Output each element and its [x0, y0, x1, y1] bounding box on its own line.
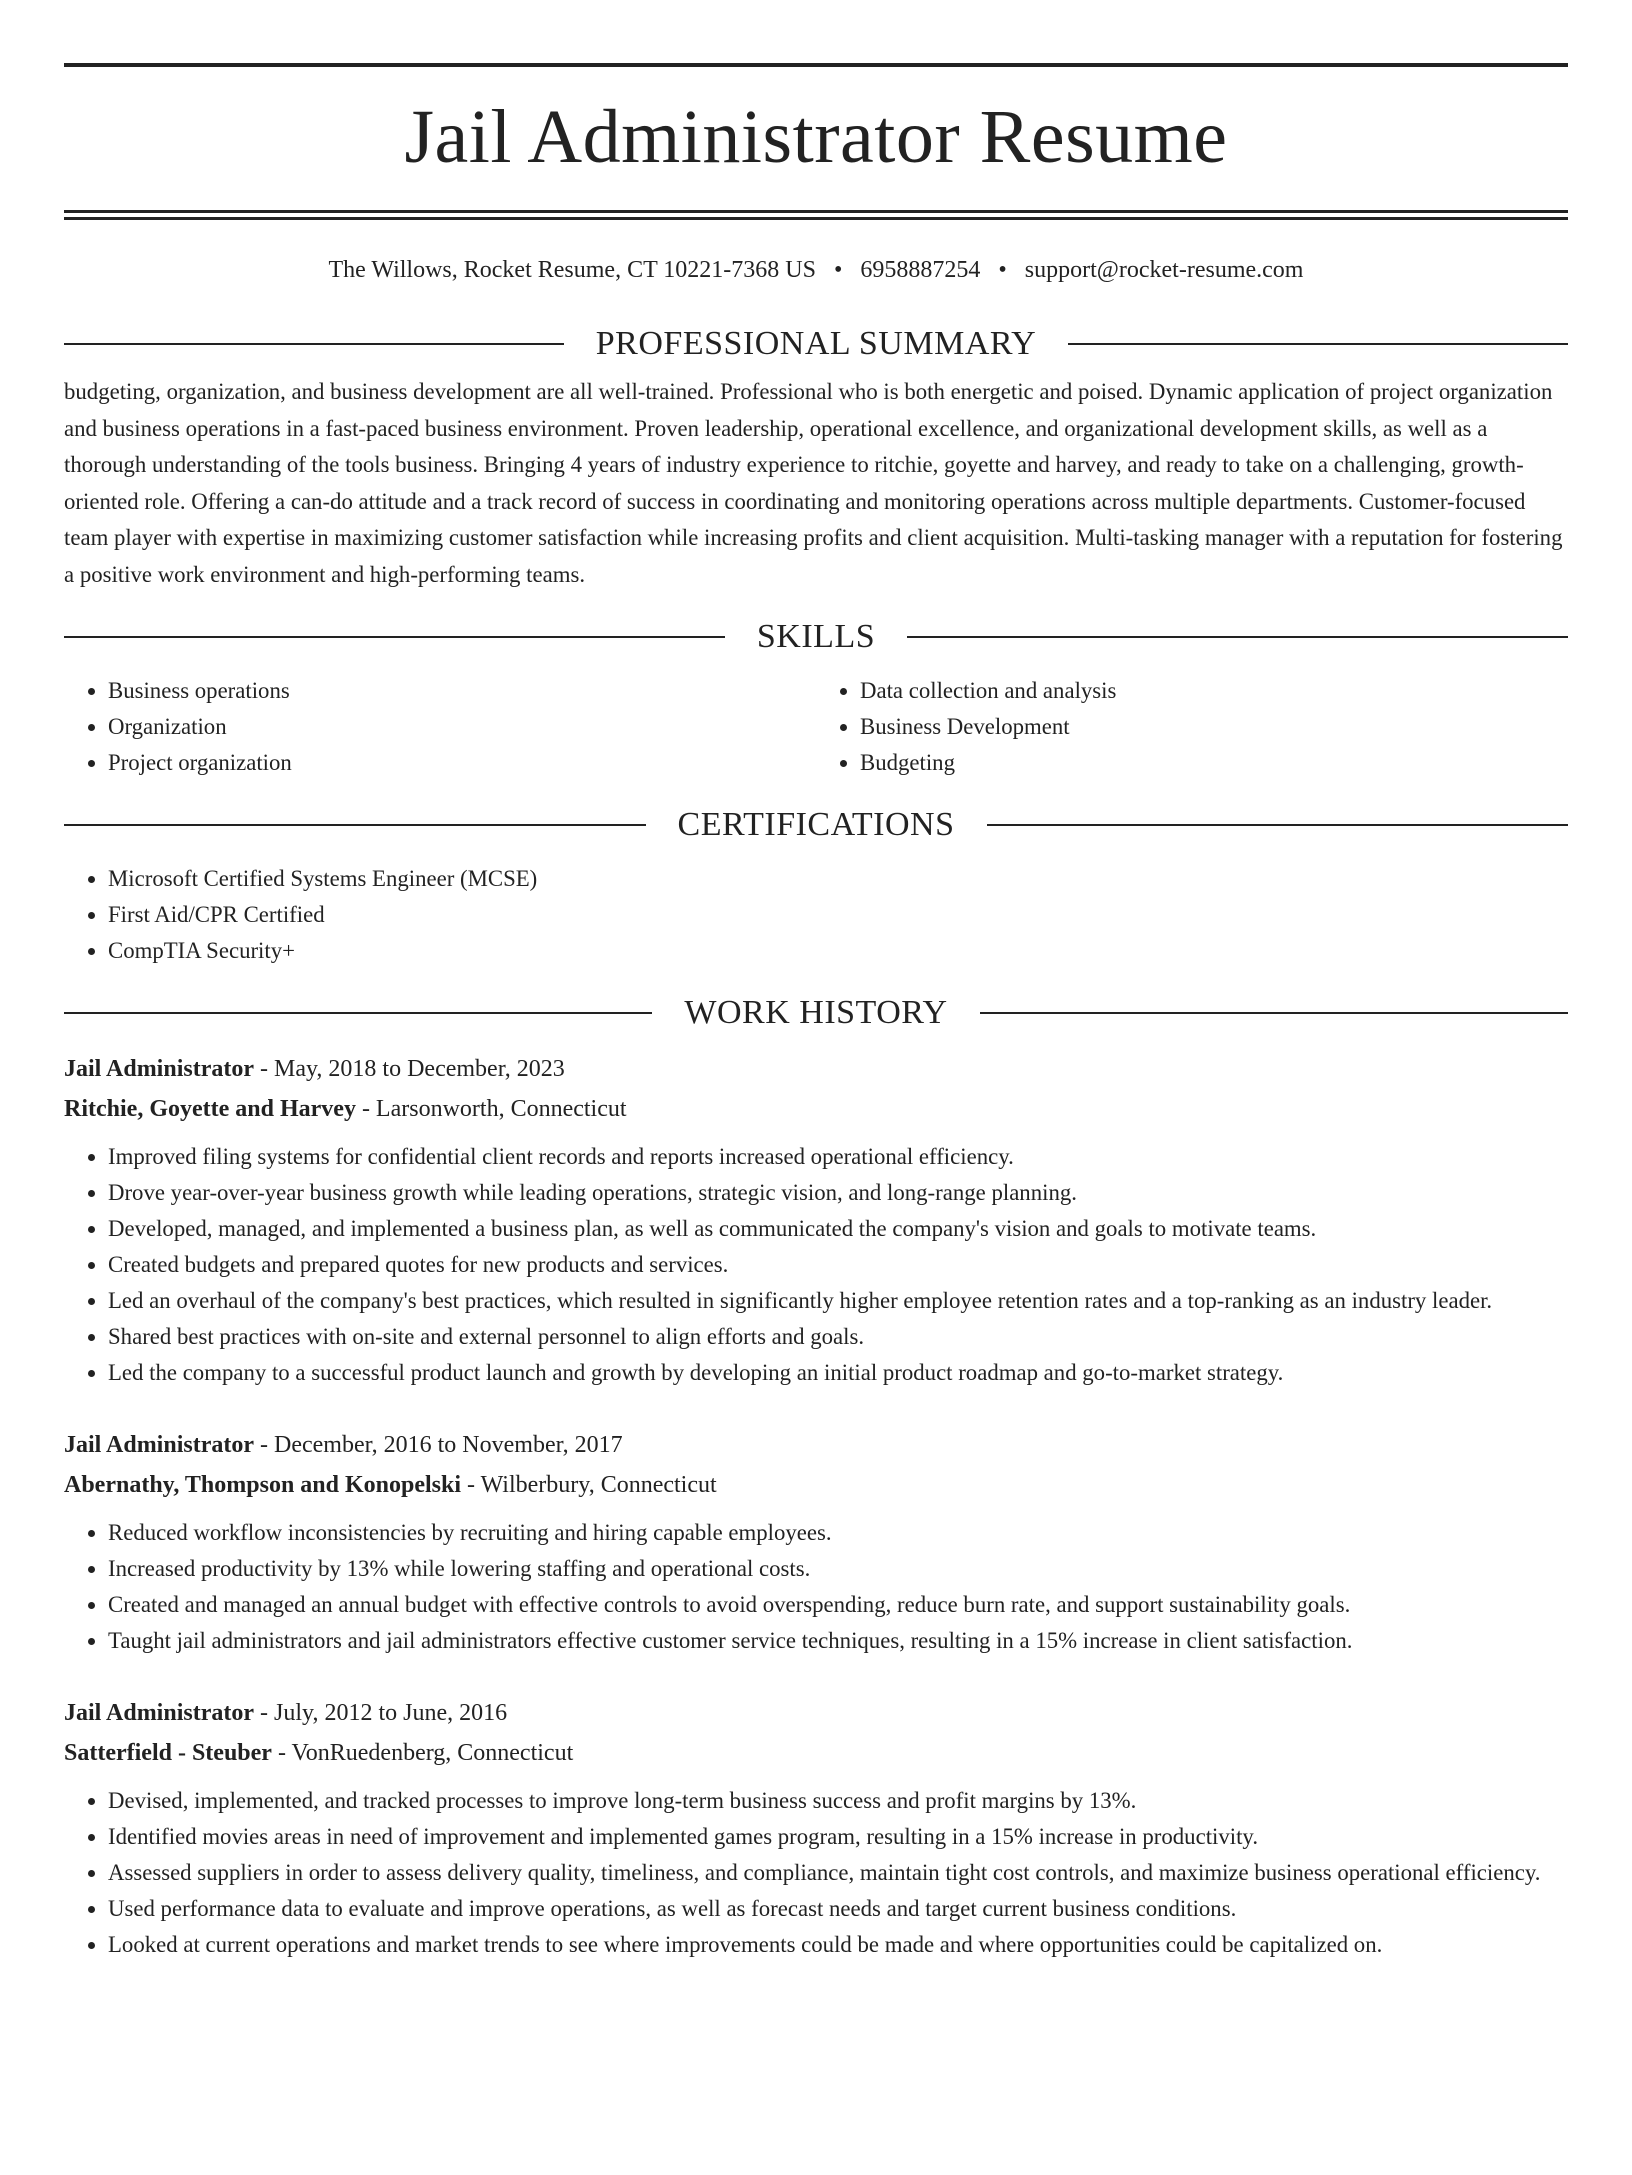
- resume-page: [0, 63, 1632, 2175]
- job-company: Ritchie, Goyette and Harvey: [64, 1096, 356, 1122]
- job-bullet: • Drove year-over-year business growth while leading operations, strategic vision, and long-range planning.: [108, 1175, 1568, 1211]
- top-rule: [64, 63, 1568, 67]
- job-bullet: • Led the company to a successful product launch and growth by developing an initial product roadmap and go-to-market strategy.: [108, 1355, 1568, 1391]
- certification-item: • CompTIA Security+: [108, 933, 1568, 969]
- job-company: Abernathy, Thompson and Konopelski: [64, 1472, 462, 1498]
- job-role-line: [64, 1425, 1568, 1465]
- job-bullet: • Shared best practices with on-site and external personnel to align efforts and goals.: [108, 1319, 1568, 1355]
- job-bullets: [64, 1515, 1568, 1659]
- summary-text: budgeting, organization, and business development are all well-trained. Professional who is both energetic and poised. Dynamic application of project organization and business operations in a fast-paced business environment. Proven leadership, operational excellence, and organizational development skills, as well as a thorough understanding of the tools business. Bringing 4 years of industry experience to ritchie, goyette and harvey, and ready to take on a challenging, growth-oriented role. Offering a can-do attitude and a track record of success in coordinating and monitoring operations across multiple departments. Customer-focused team player with expertise in maximizing customer satisfaction while increasing profits and client acquisition. Multi-tasking manager with a reputation for fostering a positive work environment and high-performing teams.: [64, 379, 1563, 587]
- job-role-line: [64, 1693, 1568, 1733]
- skill-item: • Organization: [108, 709, 816, 745]
- skill-item: • Data collection and analysis: [860, 673, 1568, 709]
- job-role: Jail Administrator: [64, 1432, 254, 1458]
- contact-email[interactable]: support@rocket-resume.com: [1024, 257, 1304, 283]
- job-bullet: • Devised, implemented, and tracked processes to improve long-term business success and profit margins by 13%.: [108, 1783, 1568, 1819]
- job-entry: [64, 1425, 1568, 1659]
- job-bullet: • Used performance data to evaluate and improve operations, as well as forecast needs and target current business conditions.: [108, 1891, 1568, 1927]
- job-dates: - December, 2016 to November, 2017: [254, 1432, 623, 1458]
- job-bullet: • Identified movies areas in need of improvement and implemented games program, resulting in a 15% increase in productivity.: [108, 1819, 1568, 1855]
- skills-heading: SKILLS: [756, 618, 876, 655]
- skills-section-header: [64, 615, 1568, 659]
- section-rule-left: [64, 636, 725, 638]
- resume-title: Jail Administrator Resume: [404, 95, 1228, 179]
- section-rule-left: [64, 824, 646, 826]
- contact-separator: •: [833, 257, 843, 283]
- section-rule-right: [980, 1012, 1568, 1014]
- job-bullet: • Created and managed an annual budget with effective controls to avoid overspending, reduce burn rate, and support sustainability goals.: [108, 1587, 1568, 1623]
- skill-item: • Business operations: [108, 673, 816, 709]
- job-bullet: • Led an overhaul of the company's best practices, which resulted in significantly higher employee retention rates and a top-ranking as an industry leader.: [108, 1283, 1568, 1319]
- job-role-line: [64, 1049, 1568, 1089]
- job-entry: [64, 1049, 1568, 1391]
- job-bullet: • Developed, managed, and implemented a business plan, as well as communicated the company's vision and goals to motivate teams.: [108, 1211, 1568, 1247]
- summary-section-header: [64, 322, 1568, 366]
- contact-line: [64, 254, 1568, 286]
- job-bullet: • Created budgets and prepared quotes for new products and services.: [108, 1247, 1568, 1283]
- skill-item: • Budgeting: [860, 745, 1568, 781]
- job-bullet: • Reduced workflow inconsistencies by recruiting and hiring capable employees.: [108, 1515, 1568, 1551]
- job-location: - VonRuedenberg, Connecticut: [271, 1740, 574, 1766]
- job-dates: - July, 2012 to June, 2016: [254, 1700, 508, 1726]
- job-location: - Larsonworth, Connecticut: [355, 1096, 627, 1122]
- section-rule-right: [1068, 343, 1568, 345]
- job-role: Jail Administrator: [64, 1700, 254, 1726]
- certification-item: • Microsoft Certified Systems Engineer (MCSE): [108, 861, 1568, 897]
- job-company-line: [64, 1733, 1568, 1773]
- job-bullet: • Increased productivity by 13% while lowering staffing and operational costs.: [108, 1551, 1568, 1587]
- job-role: Jail Administrator: [64, 1056, 254, 1082]
- skills-list-left: [64, 673, 816, 781]
- work-section-header: [64, 991, 1568, 1035]
- skill-item: • Project organization: [108, 745, 816, 781]
- job-company-line: [64, 1089, 1568, 1129]
- work-heading: WORK HISTORY: [684, 994, 948, 1031]
- job-entry: [64, 1693, 1568, 1963]
- job-location: - Wilberbury, Connecticut: [461, 1472, 717, 1498]
- summary-heading: PROFESSIONAL SUMMARY: [595, 325, 1037, 362]
- skills-list-right: [816, 673, 1568, 781]
- job-company-line: [64, 1465, 1568, 1505]
- title-double-rule: [64, 210, 1568, 220]
- skill-item: • Business Development: [860, 709, 1568, 745]
- job-bullet: • Taught jail administrators and jail administrators effective customer service techniques, resulting in a 15% increase in client satisfaction.: [108, 1623, 1568, 1659]
- section-rule-right: [987, 824, 1569, 826]
- skills-grid: [64, 673, 1568, 781]
- certifications-list: [64, 861, 1568, 969]
- contact-address: The Willows, Rocket Resume, CT 10221-7368 US: [328, 257, 816, 283]
- job-bullet: • Looked at current operations and market trends to see where improvements could be made and where opportunities could be capitalized on.: [108, 1927, 1568, 1963]
- certification-item: • First Aid/CPR Certified: [108, 897, 1568, 933]
- section-rule-left: [64, 343, 564, 345]
- contact-separator: •: [998, 257, 1007, 283]
- section-rule-left: [64, 1012, 652, 1014]
- section-rule-right: [907, 636, 1568, 638]
- job-company: Satterfield - Steuber: [64, 1740, 272, 1766]
- contact-phone[interactable]: 6958887254: [860, 257, 981, 283]
- certifications-heading: CERTIFICATIONS: [677, 806, 955, 843]
- job-bullets: [64, 1783, 1568, 1963]
- job-dates: - May, 2018 to December, 2023: [254, 1056, 565, 1082]
- certifications-section-header: [64, 803, 1568, 847]
- job-bullet: • Improved filing systems for confidential client records and reports increased operational efficiency.: [108, 1139, 1568, 1175]
- job-bullets: [64, 1139, 1568, 1391]
- job-bullet: • Assessed suppliers in order to assess delivery quality, timeliness, and compliance, maintain tight cost controls, and maximize business operational efficiency.: [108, 1855, 1568, 1891]
